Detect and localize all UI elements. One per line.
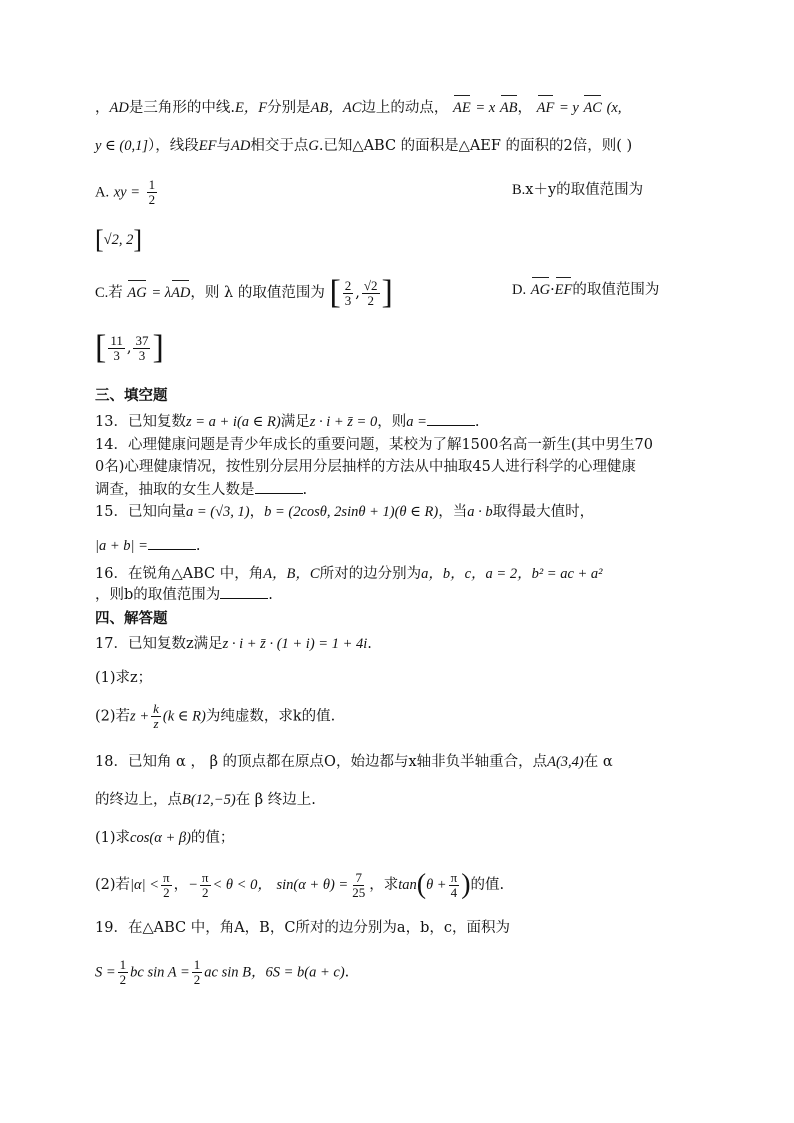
answer-blank[interactable] — [427, 411, 475, 426]
question-17-part2: (2)若z + $\frac{k}{z}$ (k ∈ R)为纯虚数，求k的值. — [95, 701, 336, 731]
vector-AD: AD — [171, 285, 191, 301]
option-d-range: [ $\frac{11}{3}$ , $\frac{37}{3}$ ] — [95, 329, 164, 366]
question-19-line2: S = $\frac{1}{2}$ bc sin A = $\frac{1}{2}$ ac sin B，6S = b(a + c). — [95, 957, 350, 987]
option-a: A. xy = $\frac{1}{2}$ — [95, 177, 156, 207]
question-15-line2: |a + b| = . — [95, 535, 201, 556]
vector-AG-2: AG — [530, 282, 551, 298]
fraction: $\frac{1}{2}$ — [148, 177, 156, 207]
question-17: 17．已知复数z满足z · i + z̄ · (1 + i) = 1 + 4i. — [95, 636, 372, 652]
question-15-line1: 15．已知向量a = (√3, 1)，b = (2cosθ, 2sinθ + 1)(θ ∈ R)，当a · b取得最大值时， — [95, 504, 595, 520]
vector-EF: EF — [554, 282, 573, 298]
q12-line1: ，AD是三角形的中线.E，F分别是AB，AC边上的动点， AE = x AB， AF = y AC (x, — [95, 100, 622, 116]
option-d: D. AG·EF的取值范围为 — [512, 282, 660, 298]
question-19-line1: 19．在△ABC 中，角A，B，C所对的边分别为a，b，c，面积为 — [95, 920, 510, 936]
option-b-range: [√2, 2] — [95, 225, 143, 254]
question-18-part1: (1)求cos(α + β)的值； — [95, 830, 235, 846]
answer-blank[interactable] — [220, 584, 268, 599]
question-16-line1: 16．在锐角△ABC 中，角A，B，C所对的边分别为a，b，c，a = 2，b² = ac + a² — [95, 566, 603, 582]
question-18-line2: 的终边上，点B(12,−5)在 β 终边上. — [95, 792, 316, 808]
question-14-line2: 0名)心理健康情况，按性别分层用分层抽样的方法从中抽取45人进行科学的心理健康 — [95, 459, 636, 475]
vector-AC: AC — [583, 100, 602, 116]
question-14-line1: 14．心理健康问题是青少年成长的重要问题，某校为了解1500名高一新生(其中男生70 — [95, 437, 653, 453]
question-18-part2: (2)若|α| < $\frac{\pi}{2}$ ，− $\frac{\pi}{2}$ < θ < 0， sin(α + θ) = $\frac{7}{25}$ ，求tan(θ + $\frac{\pi}{4}$ )的值. — [95, 869, 505, 900]
vector-AB: AB — [499, 100, 518, 116]
question-16-line2: ，则b的取值范围为 . — [95, 584, 273, 605]
question-14-line3: 调查，抽取的女生人数是 . — [95, 479, 307, 500]
vector-AG: AG — [127, 285, 147, 301]
answer-blank[interactable] — [255, 479, 303, 494]
option-b: B.x＋y的取值范围为 — [512, 182, 644, 198]
question-13: 13．已知复数z = a + i(a ∈ R)满足z · i + z̄ = 0，则a = . — [95, 411, 480, 432]
vector-AE: AE — [453, 100, 471, 116]
question-18-line1: 18．已知角 α ， β 的顶点都在原点O，始边都与x轴非负半轴重合，点A(3,4)在 α — [95, 754, 613, 770]
q12-line2: y ∈ (0,1]），线段EF与AD相交于点G.已知△ABC 的面积是△AEF 的面积的2倍，则( ) — [95, 138, 633, 154]
question-17-part1: (1)求z； — [95, 670, 153, 686]
vector-AF: AF — [536, 100, 555, 116]
option-c: C.若 AG = λAD，则 λ 的取值范围为 [ $\frac{2}{3}$ , $\frac{√2}{2}$ ] — [95, 274, 393, 311]
answer-blank[interactable] — [148, 535, 196, 550]
section-heading-fill-blank: 三、填空题 — [95, 388, 168, 404]
section-heading-solve: 四、解答题 — [95, 611, 168, 627]
